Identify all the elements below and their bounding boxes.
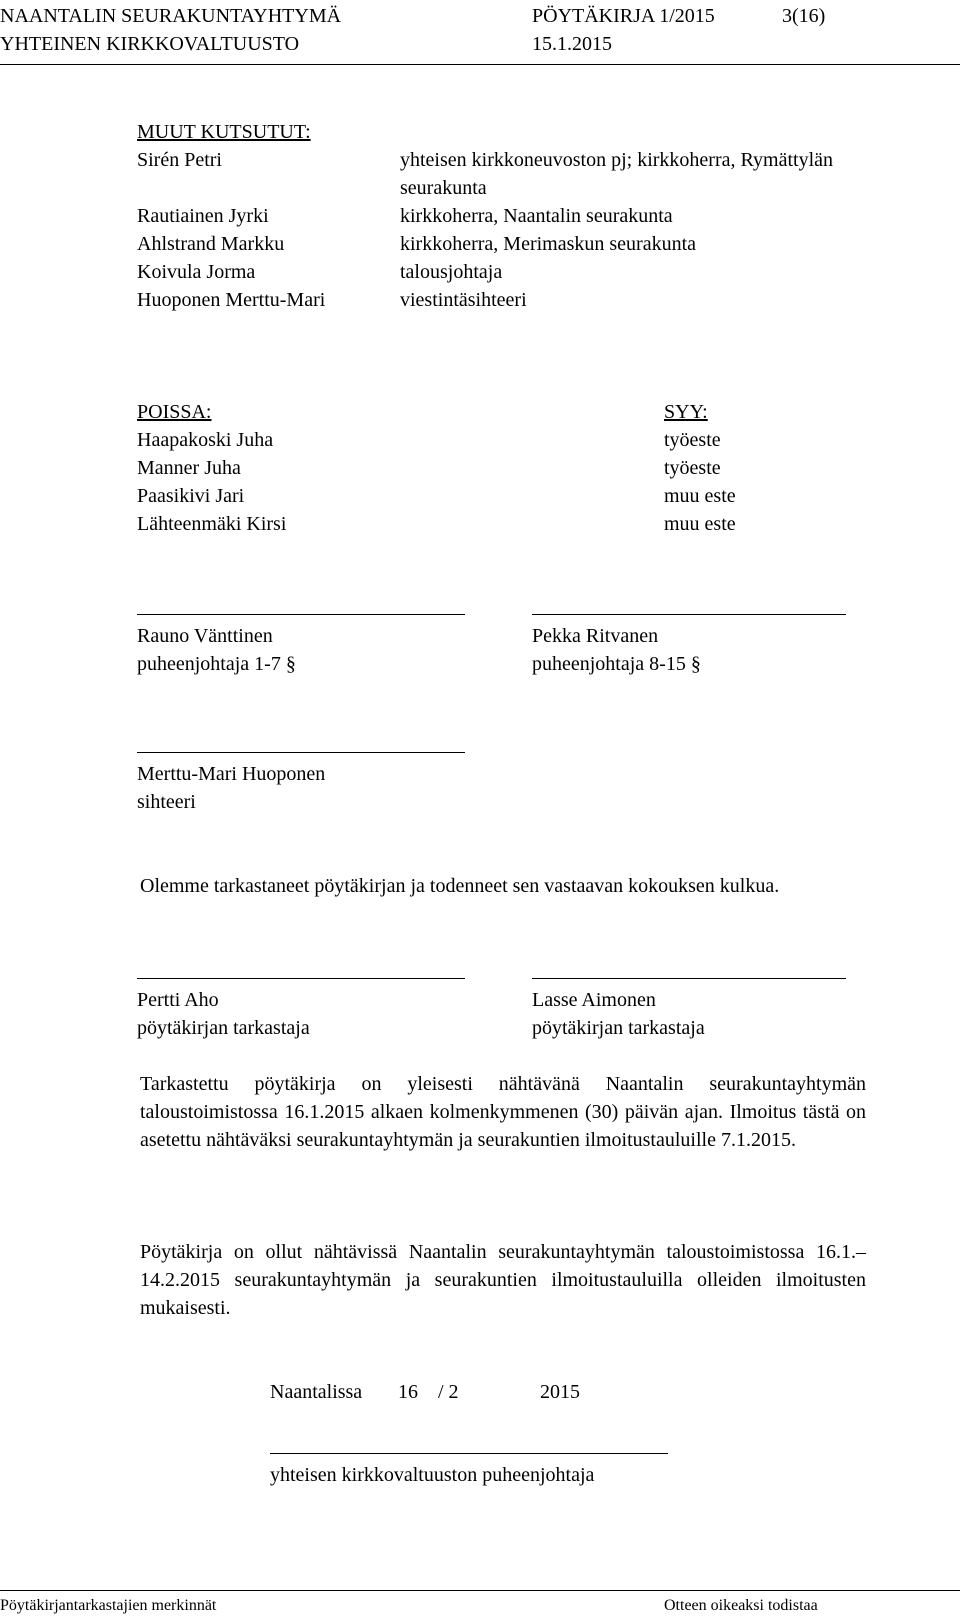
absent-heading: POISSA: xyxy=(137,401,212,423)
header-divider xyxy=(0,64,960,65)
absent-reason: muu este xyxy=(664,485,736,507)
reason-heading: SYY: xyxy=(664,401,708,423)
invited-role: kirkkoherra, Merimaskun seurakunta xyxy=(400,233,697,255)
signature-line xyxy=(137,978,465,979)
invited-name: Ahlstrand Markku xyxy=(137,233,285,255)
day: 16 xyxy=(398,1381,418,1403)
org-name: NAANTALIN SEURAKUNTAYHTYMÄ xyxy=(0,5,342,27)
chair2-name: Pekka Ritvanen xyxy=(532,625,659,647)
footer-right: Otteen oikeaksi todistaa xyxy=(664,1597,818,1614)
invited-name: Huoponen Merttu-Mari xyxy=(137,289,326,311)
absent-reason: työeste xyxy=(664,429,721,451)
verification-statement: Olemme tarkastaneet pöytäkirjan ja todenneet sen vastaavan kokouksen kulkua. xyxy=(140,875,780,897)
signature-line xyxy=(137,614,465,615)
place: Naantalissa xyxy=(270,1381,363,1403)
notice-paragraph: Pöytäkirja on ollut nähtävissä Naantalin seurakuntayhtymän taloustoimistossa 16.1.–14.2.2015 seurakuntayhtymän ja seurakuntien ilmoitustauluilla olleiden ilmoitusten mukaisesti. xyxy=(140,1241,866,1319)
invited-name: Koivula Jorma xyxy=(137,261,256,283)
absent-reason: työeste xyxy=(664,457,721,479)
invited-name: Sirén Petri xyxy=(137,149,222,171)
secretary-title: sihteeri xyxy=(137,791,196,813)
checker1-title: pöytäkirjan tarkastaja xyxy=(137,1017,310,1039)
absent-name: Haapakoski Juha xyxy=(137,429,274,451)
signature-line xyxy=(532,978,846,979)
invited-role: kirkkoherra, Naantalin seurakunta xyxy=(400,205,673,227)
chair1-title: puheenjohtaja 1-7 § xyxy=(137,653,296,675)
invited-role: yhteisen kirkkoneuvoston pj; kirkkoherra, Rymättylän xyxy=(400,149,834,171)
page-number: 3(16) xyxy=(782,5,826,27)
chair2-title: puheenjohtaja 8-15 § xyxy=(532,653,701,675)
notice-paragraph: Tarkastettu pöytäkirja on yleisesti nähtävänä Naantalin seurakuntayhtymän taloustoimistossa 16.1.2015 alkaen kolmenkymmenen (30) päivän ajan. Ilmoitus tästä on asetettu nähtäväksi seurakuntayhtymän ja seurakuntien ilmoitustauluille 7.1.2015. xyxy=(140,1073,866,1151)
secretary-name: Merttu-Mari Huoponen xyxy=(137,763,326,785)
year: 2015 xyxy=(540,1381,580,1403)
checker2-name: Lasse Aimonen xyxy=(532,989,656,1011)
invited-role: talousjohtaja xyxy=(400,261,503,283)
signature-line xyxy=(270,1453,668,1454)
checker1-name: Pertti Aho xyxy=(137,989,219,1011)
body-name: YHTEINEN KIRKKOVALTUUSTO xyxy=(0,33,300,55)
absent-reason: muu este xyxy=(664,513,736,535)
absent-name: Lähteenmäki Kirsi xyxy=(137,513,287,535)
absent-name: Manner Juha xyxy=(137,457,241,479)
meeting-date: 15.1.2015 xyxy=(532,33,612,55)
invited-name: Rautiainen Jyrki xyxy=(137,205,269,227)
signature-line xyxy=(532,614,846,615)
invited-role: viestintäsihteeri xyxy=(400,289,527,311)
footer-left: Pöytäkirjantarkastajien merkinnät xyxy=(0,1597,217,1614)
invited-heading: MUUT KUTSUTUT: xyxy=(137,121,311,143)
checker2-title: pöytäkirjan tarkastaja xyxy=(532,1017,705,1039)
document-number: PÖYTÄKIRJA 1/2015 xyxy=(532,5,715,27)
invited-role-continued: seurakunta xyxy=(400,177,487,199)
chair1-name: Rauno Vänttinen xyxy=(137,625,273,647)
absent-name: Paasikivi Jari xyxy=(137,485,245,507)
signer-title: yhteisen kirkkovaltuuston puheenjohtaja xyxy=(270,1464,595,1486)
month: / 2 xyxy=(438,1381,459,1403)
footer-divider xyxy=(0,1590,960,1591)
signature-line xyxy=(137,752,465,753)
